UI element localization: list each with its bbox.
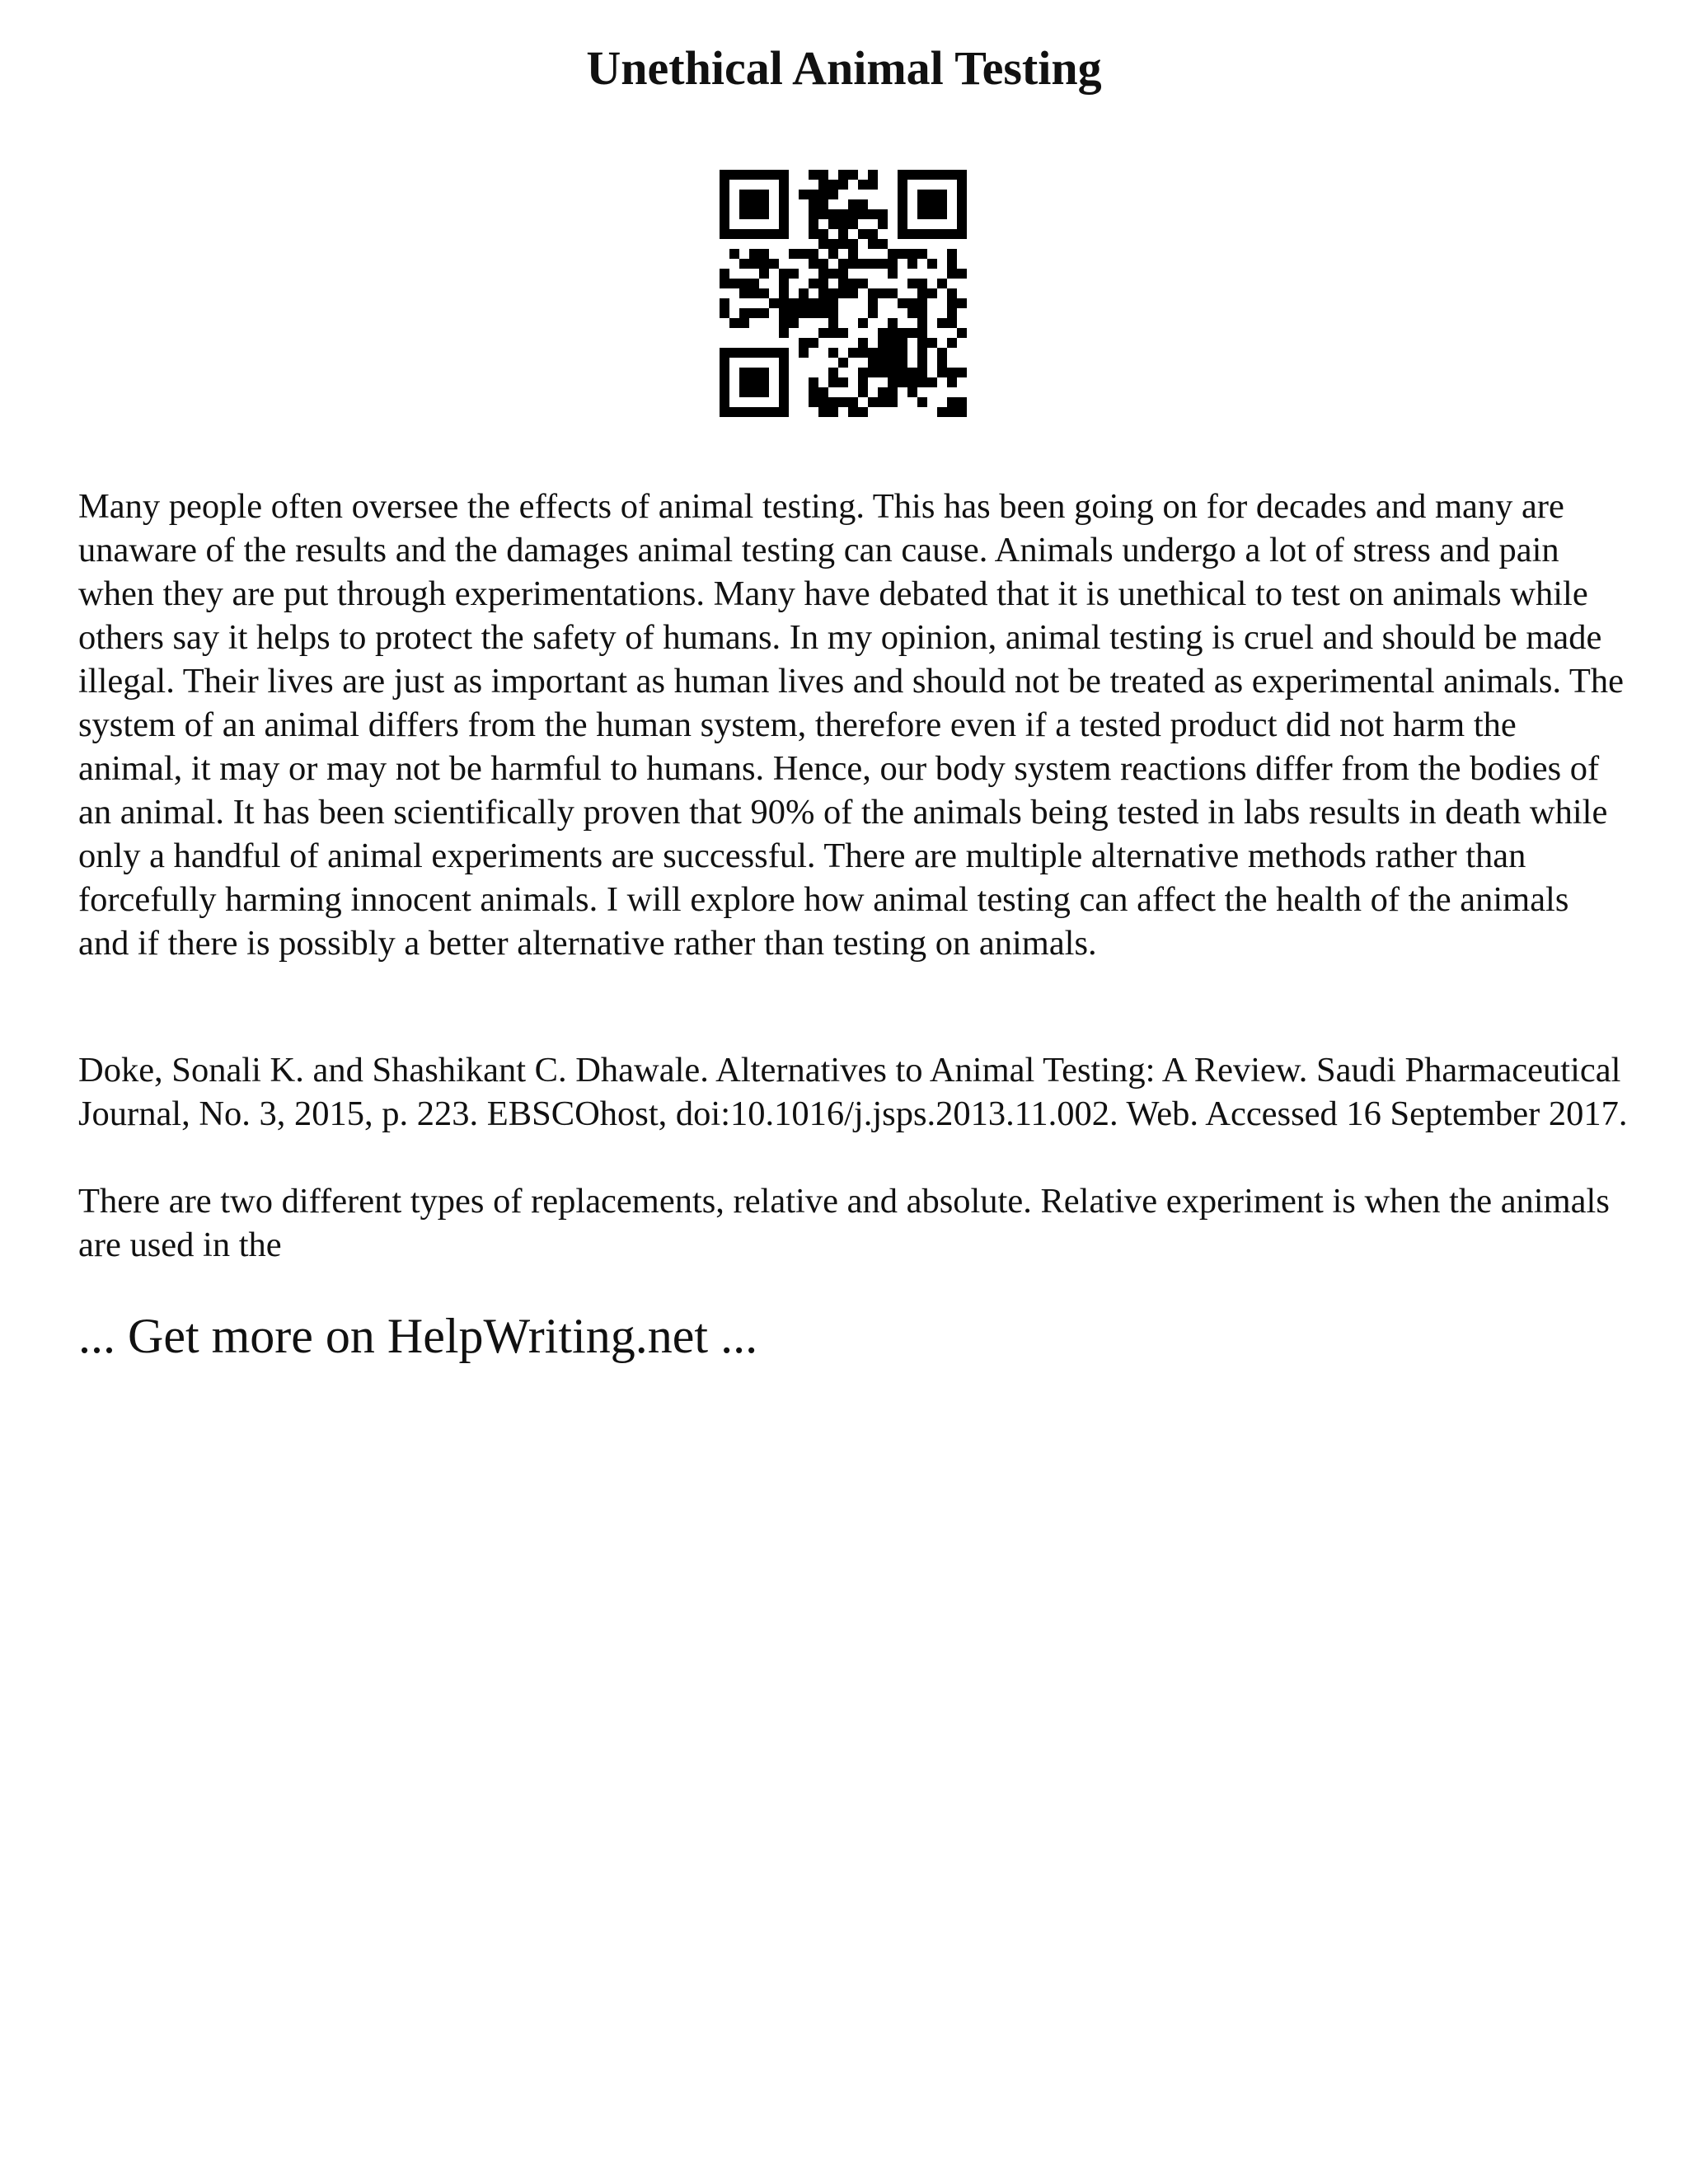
citation-paragraph: Doke, Sonali K. and Shashikant C. Dhawale. Alternatives to Animal Testing: A Review. Saudi Pharmaceutical Journal, No. 3, 2015, p. 223. EBSCOhost, doi:10.1016/j.jsps.2013.11.002. Web. Accessed 16 September 2017. [78,1051,1628,1133]
qr-code-icon [720,170,967,417]
get-more-link[interactable]: ... Get more on HelpWriting.net ... [78,1309,758,1363]
page-title: Unethical Animal Testing [586,41,1102,95]
qr-code-graphic [720,170,967,417]
intro-paragraph: Many people often oversee the effects of animal testing. This has been going on for decades and many are unaware of the results and the damages animal testing can cause. Animals undergo a lot of stress and pain when they are put through experimentations. Many have debated that it is unethical to test on animals while others say it helps to protect the safety of humans. In my opinion, animal testing is cruel and should be made illegal. Their lives are just as important as human lives and should not be treated as experimental animals. The system of an animal differs from the human system, therefore even if a tested product did not harm the animal, it may or may not be harmful to humans. Hence, our body system reactions differ from the bodies of an animal. It has been scientifically proven that 90% of the animals being tested in labs results in death while only a handful of animal experiments are successful. There are multiple alternative methods rather than forcefully harming innocent animals. I will explore how animal testing can affect the health of the animals and if there is possibly a better alternative rather than testing on animals. [78,487,1625,963]
replacement-paragraph: There are two different types of replacements, relative and absolute. Relative experiment is when the animals are used in the [78,1182,1610,1264]
